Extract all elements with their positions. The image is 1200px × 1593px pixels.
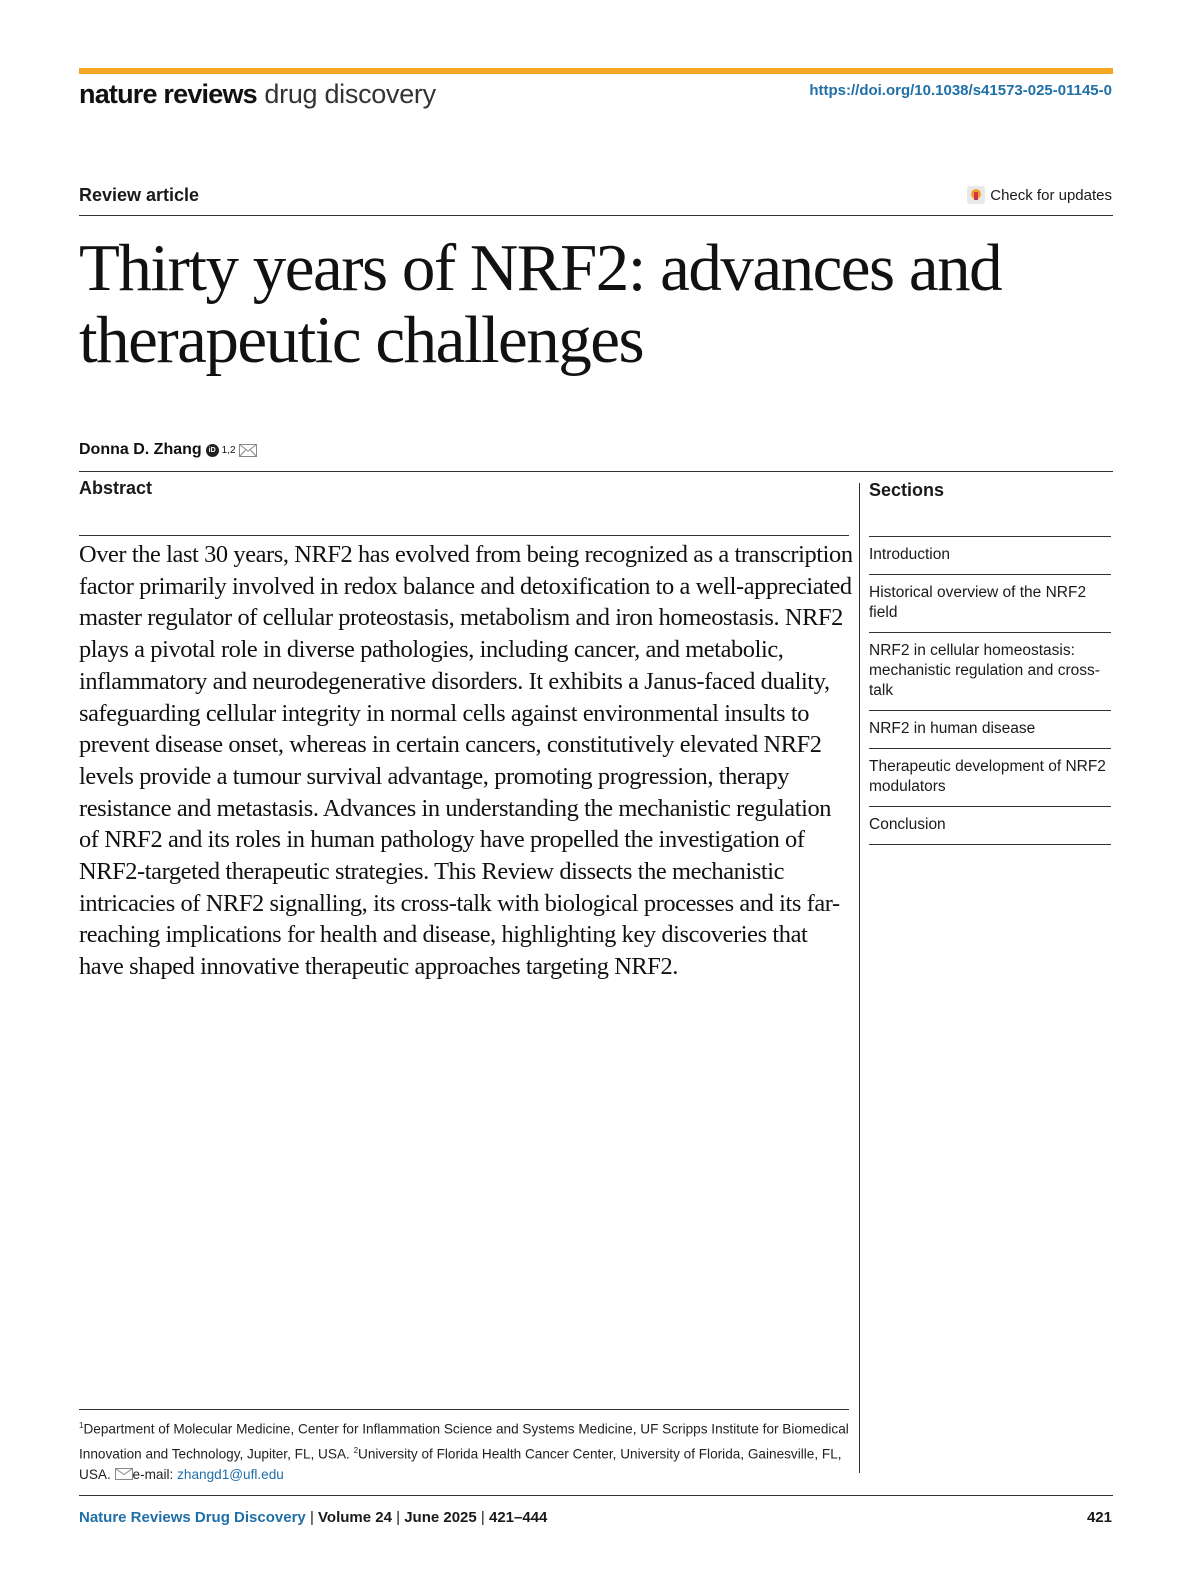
footer-volume: Volume 24 — [318, 1509, 392, 1526]
page-number: 421 — [1086, 1509, 1112, 1526]
orcid-icon[interactable]: iD — [206, 444, 219, 457]
affiliation-text: Department of Molecular Medicine, Center for Inflammation Science and Systems Medicine, UF Scripps Institute for Biomedical Innovation and Technology, Jupiter, FL, USA. — [79, 1421, 849, 1462]
footer-date: June 2025 — [404, 1509, 477, 1526]
section-link-introduction[interactable]: Introduction — [869, 537, 1111, 575]
affiliation-mark: 1 — [79, 1421, 84, 1430]
email-icon[interactable] — [239, 444, 257, 457]
header-accent-bar — [79, 68, 1113, 74]
divider — [79, 215, 1113, 216]
section-link-historical-overview[interactable]: Historical overview of the NRF2 field — [869, 575, 1111, 633]
sections-heading: Sections — [869, 480, 945, 500]
section-link-cellular-homeostasis[interactable]: NRF2 in cellular homeostasis: mechanistic regulation and cross-talk — [869, 633, 1111, 711]
abstract-text: Over the last 30 years, NRF2 has evolved from being recognized as a transcription factor primarily involved in redox balance and detoxification to a well-appreciated master regulator of cellular proteostasis, metabolism and iron homeostasis. NRF2 plays a pivotal role in diverse pathologies, including cancer, and metabolic, inflammatory and neurodegenerative disorders. It exhibits a Janus-faced duality, safeguarding cellular integrity in normal cells against environmental insults to prevent disease onset, whereas in certain cancers, constitutively elevated NRF2 levels provide a tumour survival advantage, promoting progression, therapy resistance and metastasis. Advances in understanding the mechanistic regulation of NRF2 and its roles in human pathology have propelled the investigation of NRF2-targeted therapeutic strategies. This Review dissects the mechanistic intricacies of NRF2 signalling, its cross-talk with biological processes and its far-reaching implications for health and disease, highlighting key discoveries that have shaped innovative therapeutic approaches targeting NRF2. — [79, 541, 853, 981]
email-link[interactable]: zhangd1@ufl.edu — [177, 1467, 284, 1483]
column-divider — [859, 483, 860, 1473]
divider — [79, 535, 849, 536]
journal-name-bold: nature reviews — [79, 79, 257, 109]
email-label: e-mail: — [132, 1467, 174, 1483]
check-for-updates-button[interactable] — [967, 186, 1112, 204]
article-title: Thirty years of NRF2: advances and therapeutic challenges — [79, 231, 1002, 377]
journal-name-light: drug discovery — [264, 79, 436, 109]
footer-citation: Nature Reviews Drug Discovery | Volume 24 | June 2025 | 421–444 — [79, 1509, 548, 1526]
affiliation-mark: 2 — [353, 1445, 359, 1455]
abstract-heading: Abstract — [79, 478, 153, 498]
divider — [79, 1409, 849, 1410]
author-affiliation-marks: 1,2 — [221, 444, 236, 456]
author-name[interactable]: Donna D. Zhang — [79, 441, 202, 458]
section-link-conclusion[interactable]: Conclusion — [869, 807, 1111, 845]
article-type: Review article — [79, 185, 200, 205]
divider — [79, 1495, 1113, 1496]
doi-link[interactable]: https://doi.org/10.1038/s41573-025-01145-0 — [809, 82, 1112, 99]
journal-logo — [79, 77, 436, 111]
section-link-therapeutic-development[interactable]: Therapeutic development of NRF2 modulators — [869, 749, 1111, 807]
footer-pages: 421–444 — [488, 1509, 548, 1526]
footer-journal-link[interactable]: Nature Reviews Drug Discovery — [79, 1509, 306, 1526]
author-line — [79, 441, 257, 459]
sections-nav — [869, 536, 1111, 845]
check-for-updates-label: Check for updates — [990, 186, 1112, 204]
divider — [79, 471, 1113, 472]
email-icon — [115, 1468, 133, 1480]
section-link-human-disease[interactable]: NRF2 in human disease — [869, 711, 1111, 749]
affiliations-footnote — [79, 1415, 854, 1485]
check-updates-icon — [967, 186, 985, 204]
affiliation-text: University of Florida Health Cancer Center, University of Florida, Gainesville, FL, USA. — [79, 1446, 842, 1483]
